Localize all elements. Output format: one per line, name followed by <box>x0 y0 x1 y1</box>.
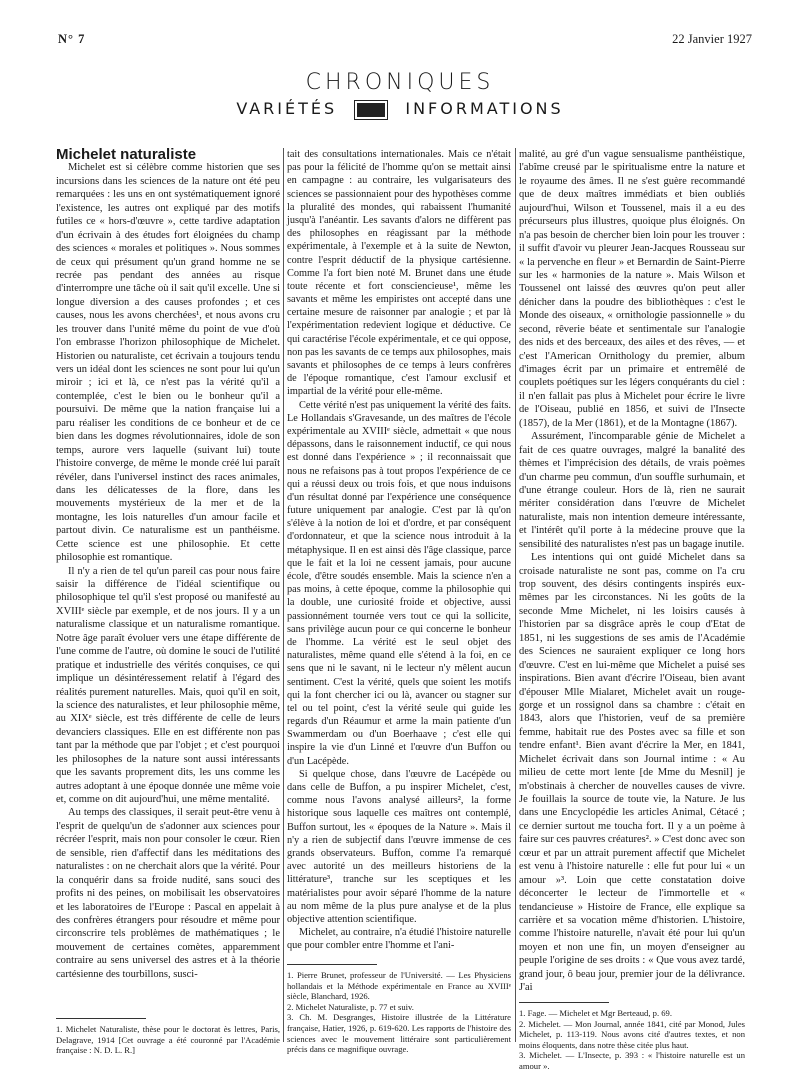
paragraph: malité, au gré d'un vague sensualisme panthéistique, l'abîme creusé par le spiritualisme entre la nature et le royaume des âmes. Il ne s'est guère recommandé que de deux maîtres immédiats et bien oubliés aujourd'hui, Wilson et Toussenel, mais il a eu des précurseurs plus illustres, quoique plus éloignés. On n'a pas besoin de chercher bien loin pour les trouver : il suffit d'avoir vu pleurer Jean-Jacques Rousseau sur « la pervenche en fleur » et Bernardin de Saint-Pierre sur les « harmonies de la nature ». Mais Wilson et Toussenel ont laissé des œuvres qu'on peut aller dénicher dans la poudre des bibliothèques : c'est le Monde des oiseaux, « ornithologie passionnelle » du second, rêverie béate et sentimentale sur l'analogie des nids et des berceaux, des ailes et des rêves, — et c'est l'American Ornithology du premier, album d'images écrit par un primaire et entremêlé de couplets poétiques sur les légers conquérants du ciel : il n'en fallait pas plus à Michelet pour écrire le livre de l'Oiseau, publié en 1856, et suivi de l'Insecte (1857), de la Mer (1861), et de la Montagne (1867). <box>519 149 745 429</box>
footnote-rule <box>56 1018 146 1019</box>
paragraph: Michelet est si célèbre comme historien que ses incursions dans les sciences de la nature ont été peu remarquées : les uns en ont systématiquement ignoré l'existence, les autres ont expliqué par des motifs futiles ce « hors-d'œuvre », cette tardive adaptation d'un écrivain à des études fort éloignées du champ des sciences « morales et politiques ». Nous sommes de ceux qui présument qu'un grand homme ne se recrée pas pendant des années au risque d'interrompre une tâche où il sait qu'il excelle. Une si longue diversion a des causes profondes ; et ces causes, nous les avons cherchées¹, et nous avons cru les trouver dans l'unité même du point de vue d'où l'on embrasse l'horizon philosophique de Michelet. Historien ou naturaliste, cet écrivain a toujours tendu vers un idéal dont les sciences ne sont pour lui qu'un miroir ; ici et là, ce n'est pas la vérité qu'il a contemplée, c'est le bien ou le bonheur qu'il a poursuivi. De même que la nation française lui a paru réaliser les conditions de ce bonheur et de ce bien dans les dogmes révolutionnaires, idole de son temps, aurore vers laquelle (suivant lui) toute l'histoire converge, de même le monde créé lui paraît révéler, dans l'universel instinct des races animales, dans les délicatesses de la flore, dans les mouvements mystérieux de la mer et de la montagne, les lois naturelles d'un amour facile et partout divin. Ce naturalisme est un panthéisme. Cette science est une philosophie. Et cette philosophie est romantique. <box>56 162 280 564</box>
footnote: 2. Michelet. — Mon Journal, année 1841, cité par Monod, Jules Michelet, p. 113-119. Nous avons cité d'autres textes, et non moins éloquents, dans notre thèse citée plus haut. <box>519 1018 745 1050</box>
article-title: Michelet naturaliste <box>56 146 197 163</box>
column-divider <box>283 148 284 1042</box>
masthead-informations: INFORMATIONS <box>405 99 564 118</box>
paragraph: Si quelque chose, dans l'œuvre de Lacépède ou dans celle de Buffon, a pu inspirer Michelet, c'est, comme nous l'avons analysé ailleurs², la forme historique sous laquelle ces maîtres ont contemplé, Buffon surtout, les « époques de la Nature ». Mais il n'y a rien de subjectif dans l'œuvre immense de ces grands observateurs. Buffon, comme l'a remarqué avec autorité un des meilleurs historiens de la littérature³, tranche sur les sceptiques et les matérialistes pour avoir séparé l'homme de la nature au nom même de la plus pure analyse et de la plus objective attention scientifique. <box>287 768 511 925</box>
masthead-varietes: VARIÉTÉS <box>236 99 338 118</box>
column-1 <box>56 148 280 981</box>
footnote-rule <box>519 1002 609 1003</box>
footnote: 1. Pierre Brunet, professeur de l'Université. — Les Physiciens hollandais et la Méthode expérimentale en France au XVIIIᵉ siècle, Blanchard, 1926. <box>287 970 511 1002</box>
footnotes-col1 <box>56 1024 280 1056</box>
column-2 <box>287 148 511 952</box>
footnote: 1. Fage. — Michelet et Mgr Berteaud, p. 69. <box>519 1008 672 1018</box>
paragraph: Michelet, au contraire, n'a étudié l'histoire naturelle que pour combler entre l'homme et l'ani- <box>287 927 511 952</box>
footnote: 2. Michelet Naturaliste, p. 77 et suiv. <box>287 1001 414 1012</box>
footnote: 1. Michelet Naturaliste, thèse pour le doctorat ès lettres, Paris, Delagrave, 1914 [Cet ouvrage a été couronné par l'Académie française : N. D. L. R.] <box>56 1024 280 1056</box>
paragraph: Les intentions qui ont guidé Michelet dans sa croisade naturaliste ne sont pas, comme on l'a cru trop souvent, des désirs contingents inspirés eux-mêmes par les circonstances. Ni les goûts de la seconde Mme Michelet, ni les loisirs causés à l'historien par sa disgrâce après le coup d'Etat de 1851, ni les suggestions de ses amis de l'Académie des Sciences ne sauraient expliquer ce long hors d'œuvre. C'est en lui-même que Michelet a puisé ses inspirations. Bien avant d'écrire l'Oiseau, bien avant d'épouser Mlle Mialaret, Michelet avait un rouge-gorge et un rossignol dans sa chambre : c'était en 1843, alors que l'historien, veuf de sa première femme, habitait rue des Postes avec sa fille et son tendre enfant¹. Bien avant d'écrire la Mer, en 1841, Michelet écrivait dans son Journal intime : « Au milieu de cette mort lente [de Mme du Mesnil] je m'obstinais à chercher de nouvelles causes de vivre. Je fouillais la source de toute vie, la Nature. Je lus dans une Encyclopédie les articles Animal, Cétacé ; ce dernier surtout me toucha fort. Il y a un poème à faire sur ces pauvres créatures². » C'est donc avec son cœur et par un attrait purement affectif que Michelet est venu à l'histoire naturelle : elle fut pour lui « un amour »³. Loin que cette constatation doive déconcerter le lecteur de l'immortelle et « tendancieuse » Histoire de France, elle explique sa carrière et sa vocation même d'historien. L'histoire, comme l'histoire naturelle, n'avait été pour lui qu'un moyen et non une fin, un moyen d'enseigner au peuple l'origine de ses droits : « Que vous avez tardé, grand jour, ô beau jour, premier jour de la délivrance. J'ai <box>519 552 745 994</box>
footnote: 3. Michelet. — L'Insecte, p. 393 : « l'histoire naturelle est un amour ». <box>519 1050 745 1071</box>
footnotes-col2 <box>287 970 511 1055</box>
paragraph: Il n'y a rien de tel qu'un pareil cas pour nous faire saisir la différence de l'idéal scientifique ou philosophique tel qu'il s'est proposé ou manifesté au XVIIIᵉ siècle par exemple, et de nos jours. Il y a un naturalisme classique et un naturalisme romantique. Notre âge paraît évoluer vers une étape différente de l'une comme de l'autre, où domine le souci de l'utilité pratique et industrielle des vérités conquises, ce qui implique un désintéressement relatif à l'égard des réalités purement naturelles. Mais, quoi qu'il en soit, la science des naturalistes, et leur philosophie même, au XIXᵉ siècle, est très différente de celle de leurs devanciers classiques. Elle en est différente non pas tant par la méthode que par l'objet ; et c'est pourquoi les philosophes de la nature sont aussi intéressants que les savants proprement dits, les uns comme les autres adoptant à une époque donnée une même voie et, comme on dit aujourd'hui, une même mentalité. <box>56 565 280 805</box>
column-3 <box>519 148 745 995</box>
ornament-icon <box>355 101 387 119</box>
masthead-chroniques: CHRONIQUES <box>305 70 495 95</box>
masthead-subtitle <box>0 99 800 119</box>
paragraph: Assurément, l'incomparable génie de Michelet a fait de ces quatre ouvrages, malgré la banalité des thèmes et l'imprécision des détails, de vrais poèmes d'un charme peu commun, d'un souffle surhumain, et d'une étrange couleur. Hors de là, rien ne saurait mériter considération dans l'œuvre de Michelet naturaliste, mais non intention demeure intéressante, et l'intérêt qu'il porte à la médecine prouve que la sensibilité des naturalistes n'est pas un bagage inutile. <box>519 431 745 550</box>
column-divider <box>515 148 516 1042</box>
issue-number: N° 7 <box>58 32 86 46</box>
page-header <box>58 10 752 46</box>
footnote: 3. Ch. M. Desgranges, Histoire illustrée de la Littérature française, Hatier, 1926, p. 619-620. Les rapports de l'histoire des sciences avec le mouvement littéraire sont particulièrement précis dans ce magnifique ouvrage. <box>287 1012 511 1055</box>
issue-date: 22 Janvier 1927 <box>672 32 752 46</box>
footnotes-col3 <box>519 1008 745 1072</box>
footnote-rule <box>287 964 377 965</box>
paragraph: Au temps des classiques, il serait peut-être venu à l'esprit de quelqu'un de s'adonner aux sciences pour récréer l'esprit, mais non pour consoler le cœur. Rien de sensible, rien d'affectif dans les méditations des naturalistes : on ne cherchait alors que la vérité. Pour la conquérir dans sa froide nudité, sans souci des profits ni des peines, on mobilisait les observatoires et les laboratoires de l'Europe : Pascal en appelait à des confrères étrangers pour résoudre et même pour circonscrire tels problèmes de mathématiques ; le mouvement de certaines comètes, apparemment contraire au sens universel des astres et à la théorie cartésienne des tourbillons, susci- <box>56 807 280 980</box>
paragraph: tait des consultations internationales. Mais ce n'était pas pour la félicité de l'homme qu'on se mettait ainsi en campagne : au contraire, les vulgarisateurs des sciences se passionnaient pour des hypothèses comme la pluralité des mondes, qui rabaissent l'humanité jusqu'à l'anéantir. Les savants d'alors ne diffèrent pas des philosophes en réagissant par la méthode expérimentale, à l'exemple et à la suite de Newton, contre l'esprit déductif de la physique cartésienne. Comme l'a fort bien noté M. Brunet dans une étude toute récente et fort consciencieuse¹, même les savants et même les empiristes ont accepté dans une certaine mesure de raisonner par analogie ; et par là l'expérimentation redevient logique et déductive. Ce qui caractérise l'école expérimentale, et ce qui oppose, non pas les savants de ce temps aux philosophes, mais savants et philosophes de ce temps à leurs confrères de l'époque romantique, c'est l'amour exclusif et impartial de la vérité pour elle-même. <box>287 149 511 398</box>
paragraph: Cette vérité n'est pas uniquement la vérité des faits. Le Hollandais s'Gravesande, un des maîtres de l'école expérimentale au XVIIIᵉ siècle, admettait « que nous dépassons, dans le raisonnement inductif, ce qui nous est donné dans l'expérience » ; il reconnaissait que nous ne refaisons pas à tout propos l'expérience de ce qui a réussi deux ou trois fois, et que nous induisons d'un résultat donné par l'expérience une conséquence future uniquement par analogie. C'est par là qu'on s'élève à la notion de loi et d'ordre, et par conséquent d'ordonnateur, et que la science nous introduit à la métaphysique. Il en est ainsi dès l'âge classique, parce que le fait et la loi ne cessent jamais, pour aucune école, d'être soudés ensemble. Mais la science n'en a pas moins, à cette époque, comme la philosophie qui la double, une curiosité froide et objective, aussi passionnément tournée vers tout ce qui la sollicite, sans privilège aucun pour ce qui concerne le bonheur de l'homme. La vérité est le seul objet des naturalistes, même quand elle s'étend à la foi, en ce sens que ni le savant, ni le lecteur n'y mêlent aucun sentiment. C'est la vérité, quels que soient les motifs qui la font chercher ici ou là, avancer ou stagner sur tel ou tel point, c'est la vérité seule qui guide les regards d'un Réaumur et arme la main patiente d'un Swammerdam ou d'un Boerhaave ; c'est elle qui inspire la vie d'un Linné et l'œuvre d'un Buffon ou d'un Lacépède. <box>287 399 511 767</box>
masthead <box>0 70 800 119</box>
